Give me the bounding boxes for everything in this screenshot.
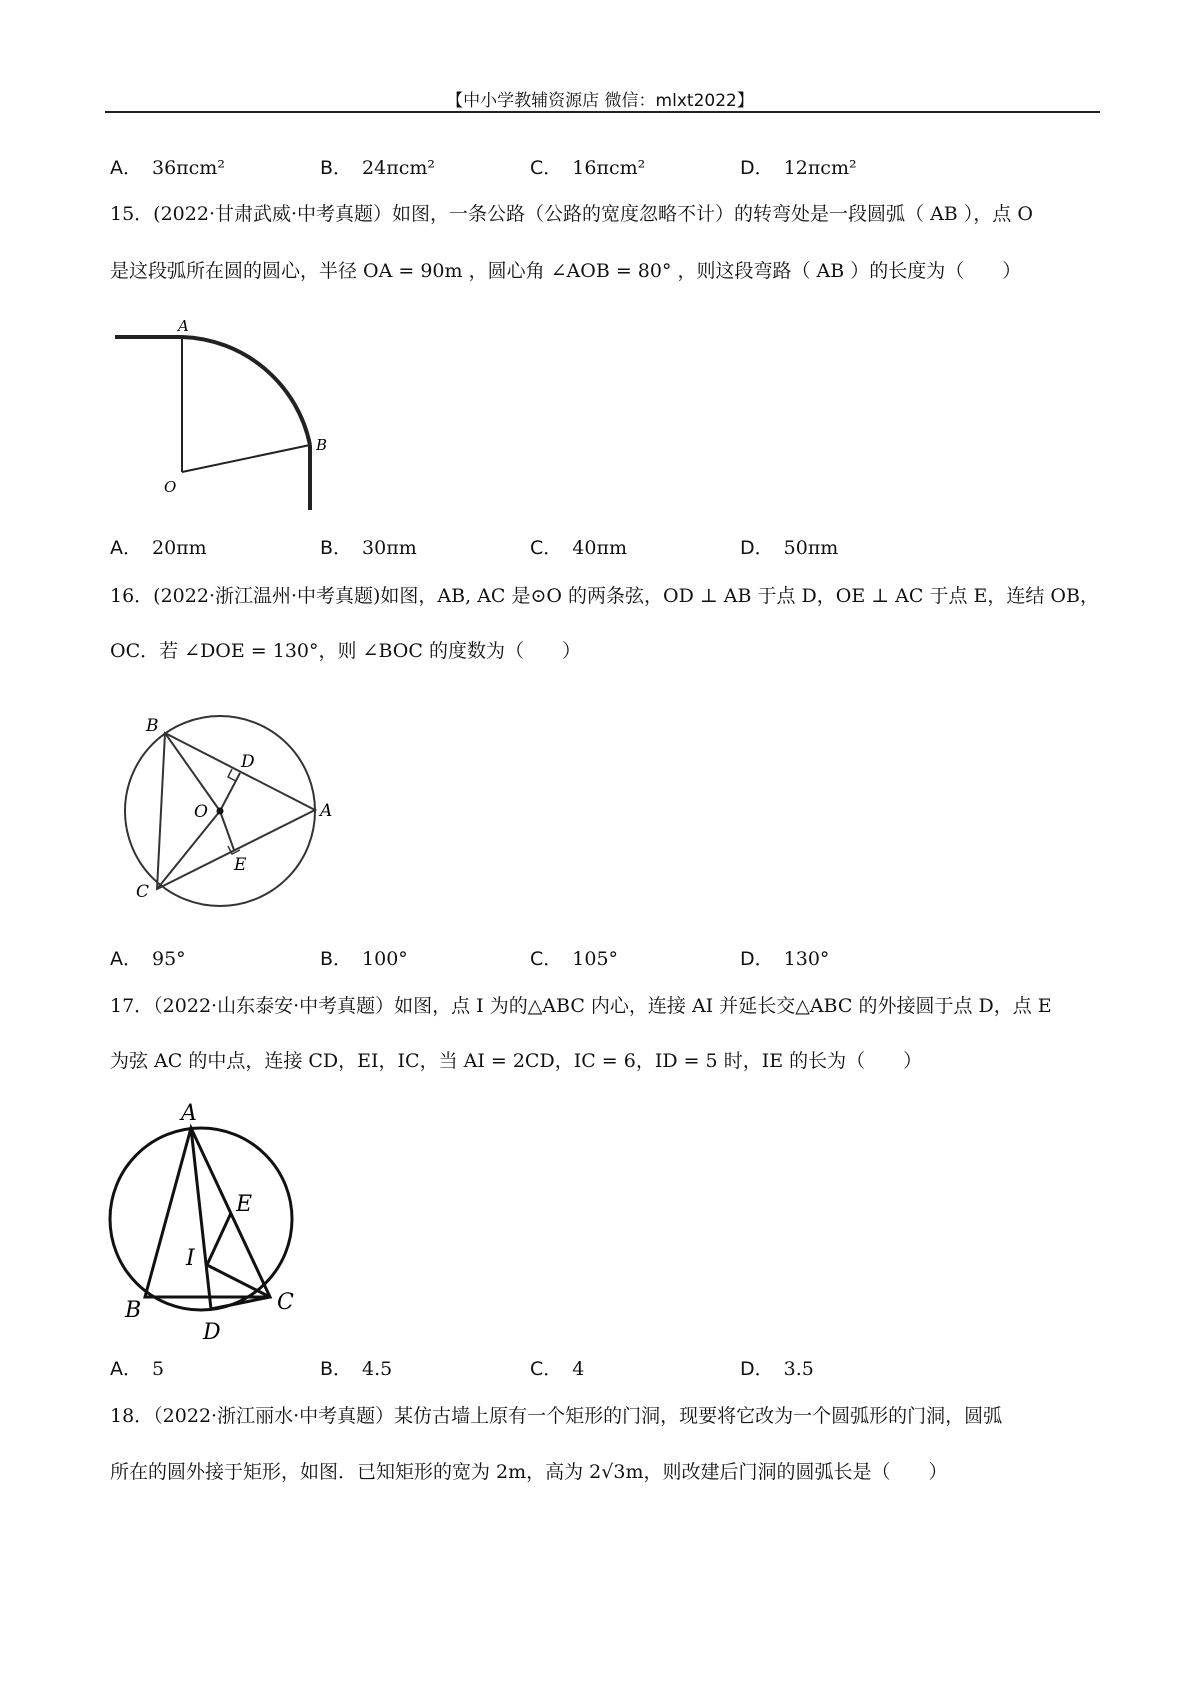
q16-label-o: O xyxy=(194,802,208,822)
q17-segment-ic xyxy=(207,1265,270,1297)
q16-label-c: C xyxy=(136,882,150,902)
q15-option-d: D． 50πm xyxy=(740,537,839,559)
q17-label-e: E xyxy=(236,1192,253,1217)
q17-option-c: C． 4 xyxy=(530,1358,585,1380)
q15-label-o: O xyxy=(164,478,177,496)
q17-option-b: B． 4.5 xyxy=(320,1358,393,1380)
q15-option-a: A． 20πm xyxy=(110,537,207,559)
header-rule xyxy=(105,111,1100,113)
q16-option-a: A． 95° xyxy=(110,948,186,970)
q17-figure xyxy=(105,1095,315,1345)
q15-option-c: C． 40πm xyxy=(530,537,627,559)
q15-option-b: B． 30πm xyxy=(320,537,417,559)
q17-label-d: D xyxy=(203,1320,221,1345)
q14-option-a: A． 36πcm² xyxy=(110,157,225,179)
q16-text-line1: 16．(2022·浙江温州·中考真题)如图，AB, AC 是⊙O 的两条弦，OD ⊥ AB 于点 D，OE ⊥ AC 于点 E，连结 OB， xyxy=(110,585,1099,607)
q16-label-e: E xyxy=(234,855,247,875)
q17-label-b: B xyxy=(125,1298,142,1323)
q15-label-b: B xyxy=(316,436,328,454)
q17-text-line1: 17．（2022·山东泰安·中考真题）如图，点 I 为的△ABC 内心，连接 AI 并延长交△ABC 的外接圆于点 D，点 E xyxy=(110,995,1052,1017)
q16-segment-oc xyxy=(157,811,220,889)
q16-option-c: C． 105° xyxy=(530,948,619,970)
q17-label-i: I xyxy=(186,1246,195,1271)
q16-option-b: B． 100° xyxy=(320,948,408,970)
q17-segment-ad xyxy=(191,1128,211,1309)
q16-label-a: A xyxy=(320,801,333,821)
q14-option-c: C． 16πcm² xyxy=(530,157,646,179)
q15-figure xyxy=(110,310,360,520)
q15-label-a: A xyxy=(178,317,189,335)
page-header: 【中小学教辅资源店 微信：mlxt2022】 xyxy=(446,91,754,111)
q17-label-c: C xyxy=(277,1290,294,1315)
q16-text-line2: OC．若 ∠DOE = 130°，则 ∠BOC 的度数为（ ） xyxy=(110,640,581,662)
q15-radius-ob xyxy=(182,445,310,472)
q16-right-angle-d xyxy=(228,769,236,781)
q17-option-a: A． 5 xyxy=(110,1358,165,1380)
q16-segment-ob xyxy=(165,733,220,811)
q18-text-line1: 18．（2022·浙江丽水·中考真题）某仿古墙上原有一个矩形的门洞，现要将它改为一个圆弧形的门洞，圆弧 xyxy=(110,1405,1003,1427)
q14-option-b: B． 24πcm² xyxy=(320,157,435,179)
q16-figure xyxy=(110,705,350,915)
q15-arc-ab xyxy=(182,337,310,445)
q15-text-line1: 15．(2022·甘肃武威·中考真题）如图，一条公路（公路的宽度忽略不计）的转弯处是一段圆弧（ AB ），点 O xyxy=(110,203,1033,225)
q16-option-d: D． 130° xyxy=(740,948,830,970)
q15-text-line2: 是这段弧所在圆的圆心，半径 OA = 90m ，圆心角 ∠AOB = 80° ，则这段弯路（ AB ）的长度为（ ） xyxy=(110,260,1022,282)
q18-text-line2: 所在的圆外接于矩形，如图．已知矩形的宽为 2m，高为 2√3m，则改建后门洞的圆弧长是（ ） xyxy=(110,1461,948,1483)
q14-option-d: D． 12πcm² xyxy=(740,157,857,179)
q17-text-line2: 为弦 AC 的中点，连接 CD，EI，IC，当 AI = 2CD，IC = 6，ID = 5 时，IE 的长为（ ） xyxy=(110,1050,923,1072)
q17-segment-cd xyxy=(211,1297,270,1309)
q16-label-b: B xyxy=(146,716,159,736)
q17-segment-ie xyxy=(207,1213,231,1265)
q17-label-a: A xyxy=(181,1101,197,1126)
q16-center-point xyxy=(217,808,224,815)
q17-option-d: D． 3.5 xyxy=(740,1358,814,1380)
q16-segment-oe xyxy=(220,811,234,850)
q16-label-d: D xyxy=(241,752,255,772)
